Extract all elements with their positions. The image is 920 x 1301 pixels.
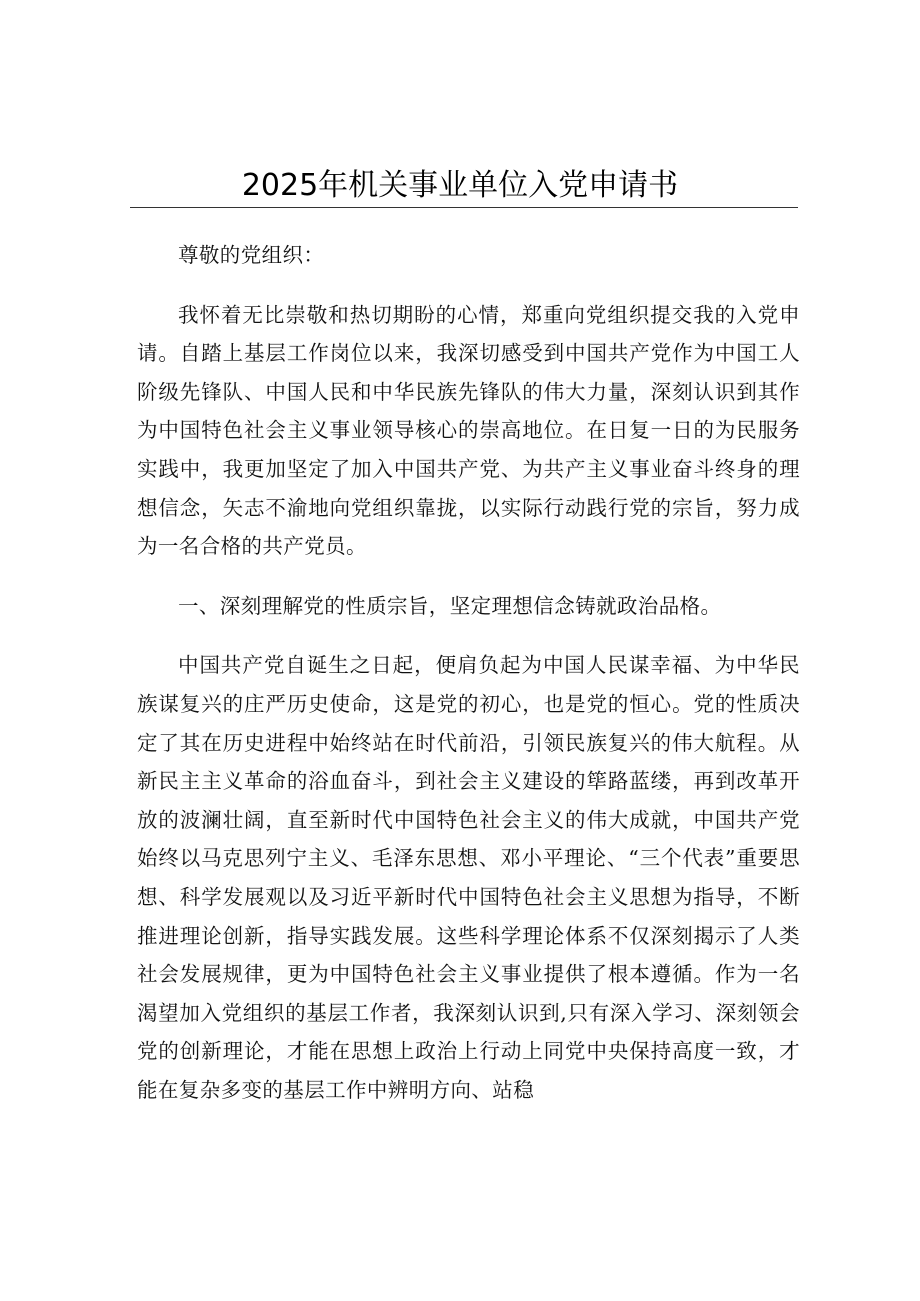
salutation: 尊敬的党组织： [178, 243, 325, 267]
paragraph-intro: 我怀着无比崇敬和热切期盼的心情，郑重向党组织提交我的入党申请。自踏上基层工作岗位以来，我深切感受到中国共产党作为中国工人阶级先锋队、中国人民和中华民族先锋队的伟大力量，深刻认识到其作为中国特色社会主义事业领导核心的崇高地位。在日复一日的为民服务实践中，我更加坚定了加入中国共产党、为共产主义事业奋斗终身的理想信念，矢志不渝地向党组织靠拢，以实际行动践行党的宗旨，努力成为一名合格的共产党员。 [137, 302, 800, 559]
section-heading-1: 一、深刻理解党的性质宗旨，坚定理想信念铸就政治品格。 [178, 593, 722, 618]
title-underline [130, 207, 798, 208]
document-body [137, 236, 800, 1109]
paragraph-section-1: 中国共产党自诞生之日起，便肩负起为中国人民谋幸福、为中华民族谋复兴的庄严历史使命，这是党的初心，也是党的恒心。党的性质决定了其在历史进程中始终站在时代前沿，引领民族复兴的伟大航程。从新民主主义革命的浴血奋斗，到社会主义建设的筚路蓝缕，再到改革开放的波澜壮阔，直至新时代中国特色社会主义的伟大成就，中国共产党始终以马克思列宁主义、毛泽东思想、邓小平理论、“三个代表”重要思想、科学发展观以及习近平新时代中国特色社会主义思想为指导，不断推进理论创新，指导实践发展。这些科学理论体系不仅深刻揭示了人类社会发展规律，更为中国特色社会主义事业提供了根本遵循。作为一名渴望加入党组织的基层工作者，我深刻认识到,只有深入学习、深刻领会党的创新理论，才能在思想上政治上行动上同党中央保持高度一致，才能在复杂多变的基层工作中辨明方向、站稳 [137, 653, 800, 1102]
document-title: 2025年机关事业单位入党申请书 [241, 168, 679, 203]
